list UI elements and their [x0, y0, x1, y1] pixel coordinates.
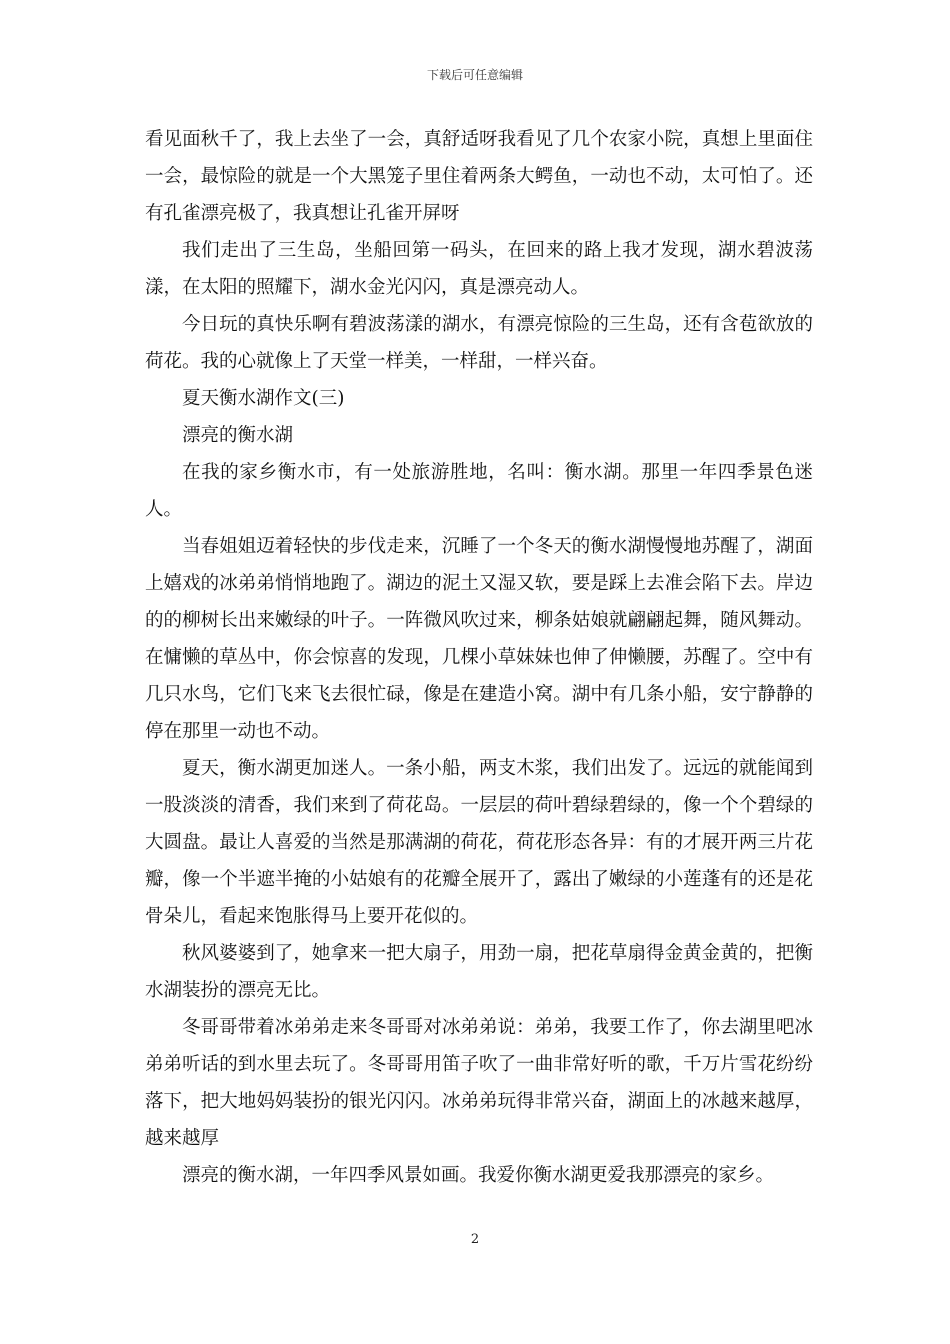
document-body — [145, 121, 813, 1194]
page-number: 2 — [470, 1232, 480, 1247]
paragraph: 当春姐姐迈着轻快的步伐走来，沉睡了一个冬天的衡水湖慢慢地苏醒了，湖面上嬉戏的冰弟弟悄悄地跑了。湖边的泥土又湿又软，要是踩上去准会陷下去。岸边的的柳树长出来嫩绿的叶子。一阵微风吹过来，柳条姑娘就翩翩起舞，随风舞动。在慵懒的草丛中，你会惊喜的发现，几棵小草妹妹也伸了伸懒腰，苏醒了。空中有几只水鸟，它们飞来飞去很忙碌，像是在建造小窝。湖中有几条小船，安宁静静的停在那里一动也不动。 — [145, 536, 813, 742]
paragraph: 看见面秋千了，我上去坐了一会，真舒适呀我看见了几个农家小院，真想上里面住一会，最惊险的就是一个大黑笼子里住着两条大鳄鱼，一动也不动，太可怕了。还有孔雀漂亮极了，我真想让孔雀开屏呀 — [145, 129, 813, 224]
section-heading: 夏天衡水湖作文(三) — [182, 388, 345, 409]
paragraph: 漂亮的衡水湖，一年四季风景如画。我爱你衡水湖更爱我那漂亮的家乡。 — [182, 1165, 775, 1186]
paragraph: 我们走出了三生岛，坐船回第一码头，在回来的路上我才发现，湖水碧波荡漾，在太阳的照耀下，湖水金光闪闪，真是漂亮动人。 — [145, 240, 813, 298]
paragraph: 今日玩的真快乐啊有碧波荡漾的湖水，有漂亮惊险的三生岛，还有含苞欲放的荷花。我的心就像上了天堂一样美，一样甜，一样兴奋。 — [145, 314, 813, 372]
paragraph: 在我的家乡衡水市，有一处旅游胜地，名叫：衡水湖。那里一年四季景色迷人。 — [145, 462, 813, 520]
paragraph: 冬哥哥带着冰弟弟走来冬哥哥对冰弟弟说：弟弟，我要工作了，你去湖里吧冰弟弟听话的到水里去玩了。冬哥哥用笛子吹了一曲非常好听的歌，千万片雪花纷纷落下，把大地妈妈装扮的银光闪闪。冰弟弟玩得非常兴奋，湖面上的冰越来越厚，越来越厚 — [145, 1017, 813, 1149]
essay-title: 漂亮的衡水湖 — [182, 425, 294, 446]
paragraph: 秋风婆婆到了，她拿来一把大扇子，用劲一扇，把花草扇得金黄金黄的，把衡水湖装扮的漂亮无比。 — [145, 943, 813, 1001]
paragraph: 夏天，衡水湖更加迷人。一条小船，两支木浆，我们出发了。远远的就能闻到一股淡淡的清香，我们来到了荷花岛。一层层的荷叶碧绿碧绿的，像一个个碧绿的大圆盘。最让人喜爱的当然是那满湖的荷花，荷花形态各异：有的才展开两三片花瓣，像一个半遮半掩的小姑娘有的花瓣全展开了，露出了嫩绿的小莲蓬有的还是花骨朵儿，看起来饱胀得马上要开花似的。 — [145, 758, 813, 927]
page-header: 下载后可任意编辑 — [426, 68, 523, 82]
